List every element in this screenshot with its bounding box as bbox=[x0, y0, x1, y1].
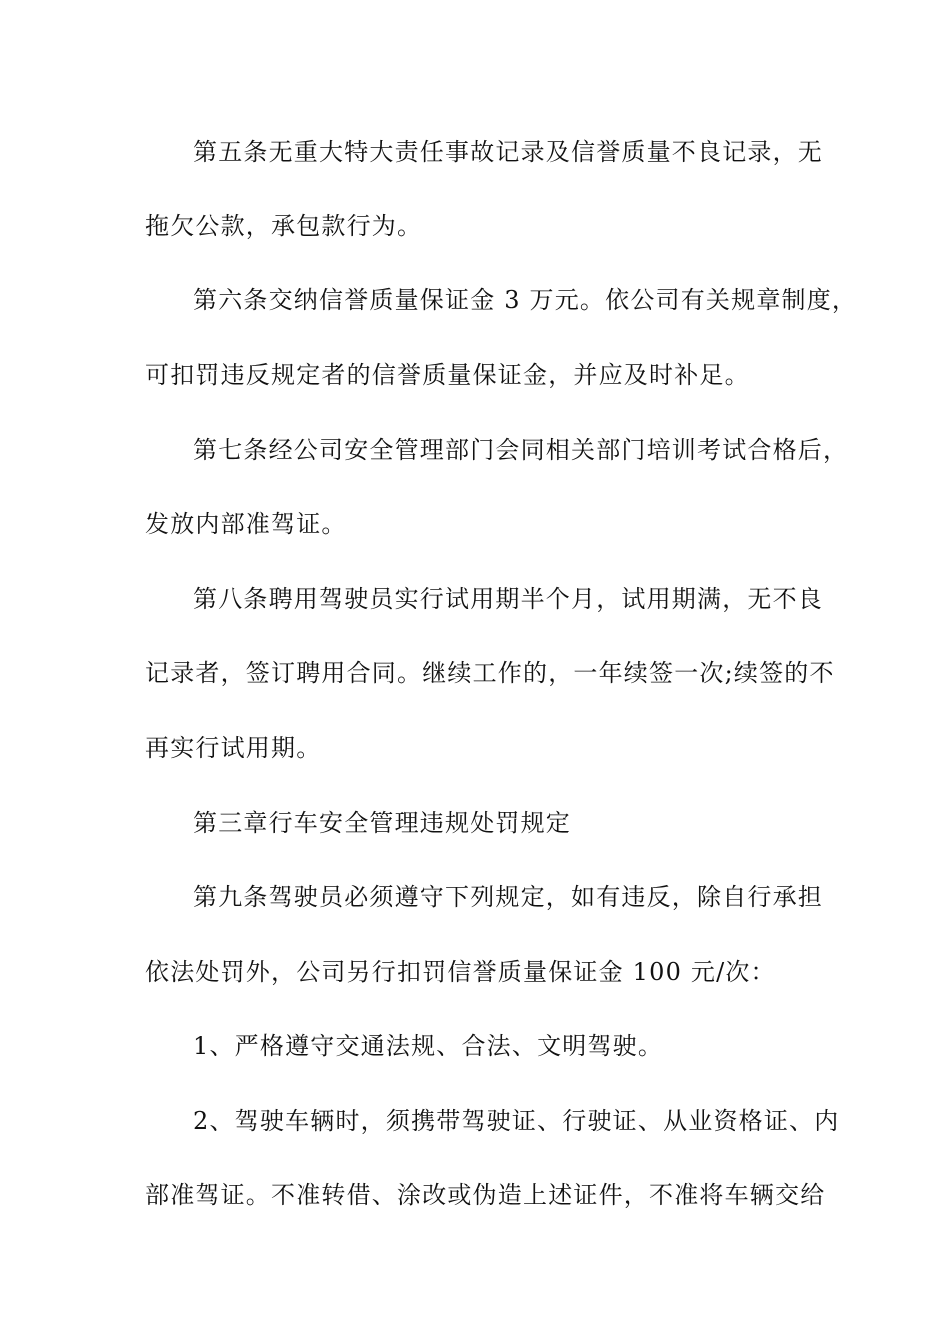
paragraph-line: 部准驾证。不准转借、涂改或伪造上述证件，不准将车辆交给 bbox=[145, 1181, 826, 1209]
paragraph-line: 依法处罚外，公司另行扣罚信誉质量保证金 100 元/次： bbox=[145, 958, 776, 986]
paragraph-line: 第六条交纳信誉质量保证金 3 万元。依公司有关规章制度， bbox=[193, 286, 858, 314]
paragraph-line: 第八条聘用驾驶员实行试用期半个月，试用期满，无不良 bbox=[193, 585, 823, 613]
paragraph-line: 再实行试用期。 bbox=[145, 734, 322, 762]
chapter-heading: 第三章行车安全管理违规处罚规定 bbox=[193, 809, 571, 837]
list-item: 1、严格遵守交通法规、合法、文明驾驶。 bbox=[193, 1032, 664, 1060]
paragraph-line: 第五条无重大特大责任事故记录及信誉质量不良记录，无 bbox=[193, 138, 823, 166]
paragraph-line: 发放内部准驾证。 bbox=[145, 510, 347, 538]
paragraph-line: 第九条驾驶员必须遵守下列规定，如有违反，除自行承担 bbox=[193, 883, 823, 911]
paragraph-line: 拖欠公款，承包款行为。 bbox=[145, 212, 423, 240]
paragraph-line: 第七条经公司安全管理部门会同相关部门培训考试合格后， bbox=[193, 436, 849, 464]
paragraph-line: 可扣罚违反规定者的信誉质量保证金，并应及时补足。 bbox=[145, 361, 750, 389]
paragraph-line: 记录者，签订聘用合同。继续工作的，一年续签一次;续签的不 bbox=[145, 659, 835, 687]
list-item: 2、驾驶车辆时，须携带驾驶证、行驶证、从业资格证、内 bbox=[193, 1107, 840, 1135]
